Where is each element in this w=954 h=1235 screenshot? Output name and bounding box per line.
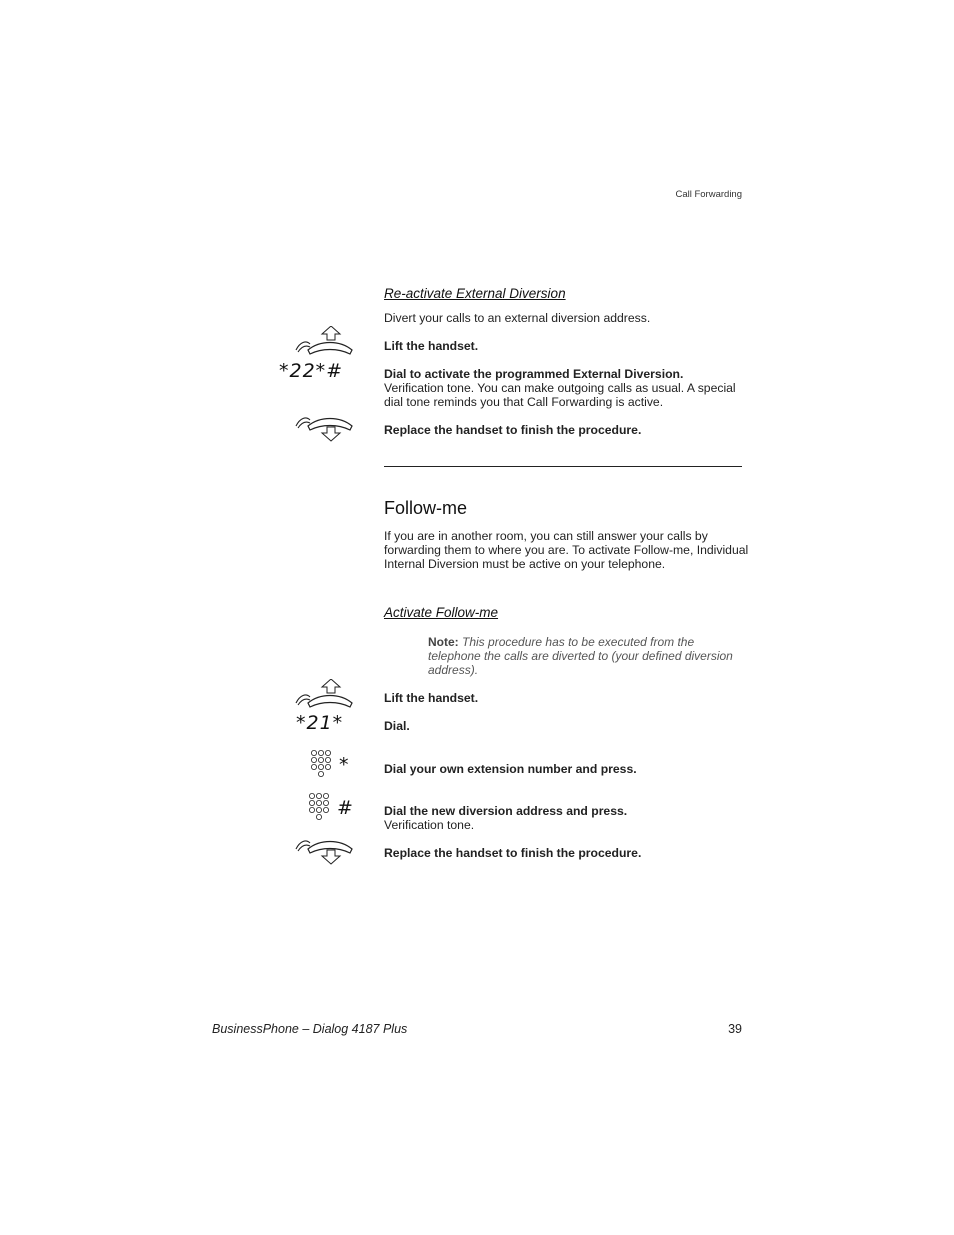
step-new-diversion-tone: Verification tone. — [384, 818, 475, 832]
hash-key-icon: # — [337, 797, 354, 819]
follow-me-para-2: forwarding them to where you are. To activate Follow-me, Individual — [384, 543, 749, 557]
step-dial-verification-2: dial tone reminds you that Call Forwarding is active. — [384, 395, 664, 409]
code-star21star: *21* — [296, 712, 344, 734]
note-line-2: telephone the calls are diverted to (your defined diversion — [428, 649, 733, 663]
replace-handset-icon — [292, 410, 356, 442]
follow-me-para-3: Internal Diversion must be active on your telephone. — [384, 557, 666, 571]
section-divider — [384, 466, 742, 467]
keypad-icon — [308, 792, 332, 824]
section-title-activate-follow-me: Activate Follow-me — [384, 605, 499, 620]
step-new-diversion: Dial the new diversion address and press. — [384, 804, 628, 818]
section-title-reactivate: Re-activate External Diversion — [384, 286, 566, 301]
step-own-extension: Dial your own extension number and press. — [384, 762, 637, 776]
section-title-follow-me: Follow-me — [384, 498, 468, 518]
lift-handset-icon — [292, 326, 356, 356]
reactivate-intro: Divert your calls to an external diversion address. — [384, 311, 651, 325]
note-line-1: This procedure has to be executed from the — [462, 635, 695, 649]
step-lift-handset-2: Lift the handset. — [384, 691, 479, 705]
page-number: 39 — [728, 1022, 742, 1036]
star-key-icon: * — [339, 754, 350, 776]
note-line-3: address). — [428, 663, 479, 677]
note — [428, 635, 748, 677]
lift-handset-icon — [292, 679, 356, 709]
running-header: Call Forwarding — [675, 189, 742, 200]
step-dial: Dial. — [384, 719, 410, 733]
step-lift-handset: Lift the handset. — [384, 339, 479, 353]
code-star22star-hash: *22*# — [279, 360, 344, 382]
step-replace-handset: Replace the handset to finish the procedure. — [384, 423, 642, 437]
follow-me-para-1: If you are in another room, you can still answer your calls by — [384, 529, 708, 543]
note-label: Note: — [428, 635, 459, 649]
step-replace-handset-2: Replace the handset to finish the procedure. — [384, 846, 642, 860]
footer-title: BusinessPhone – Dialog 4187 Plus — [212, 1022, 408, 1036]
step-dial-activate: Dial to activate the programmed External Diversion. — [384, 367, 684, 381]
step-dial-verification-1: Verification tone. You can make outgoing calls as usual. A special — [384, 381, 736, 395]
keypad-icon — [310, 749, 334, 781]
replace-handset-icon — [292, 833, 356, 865]
